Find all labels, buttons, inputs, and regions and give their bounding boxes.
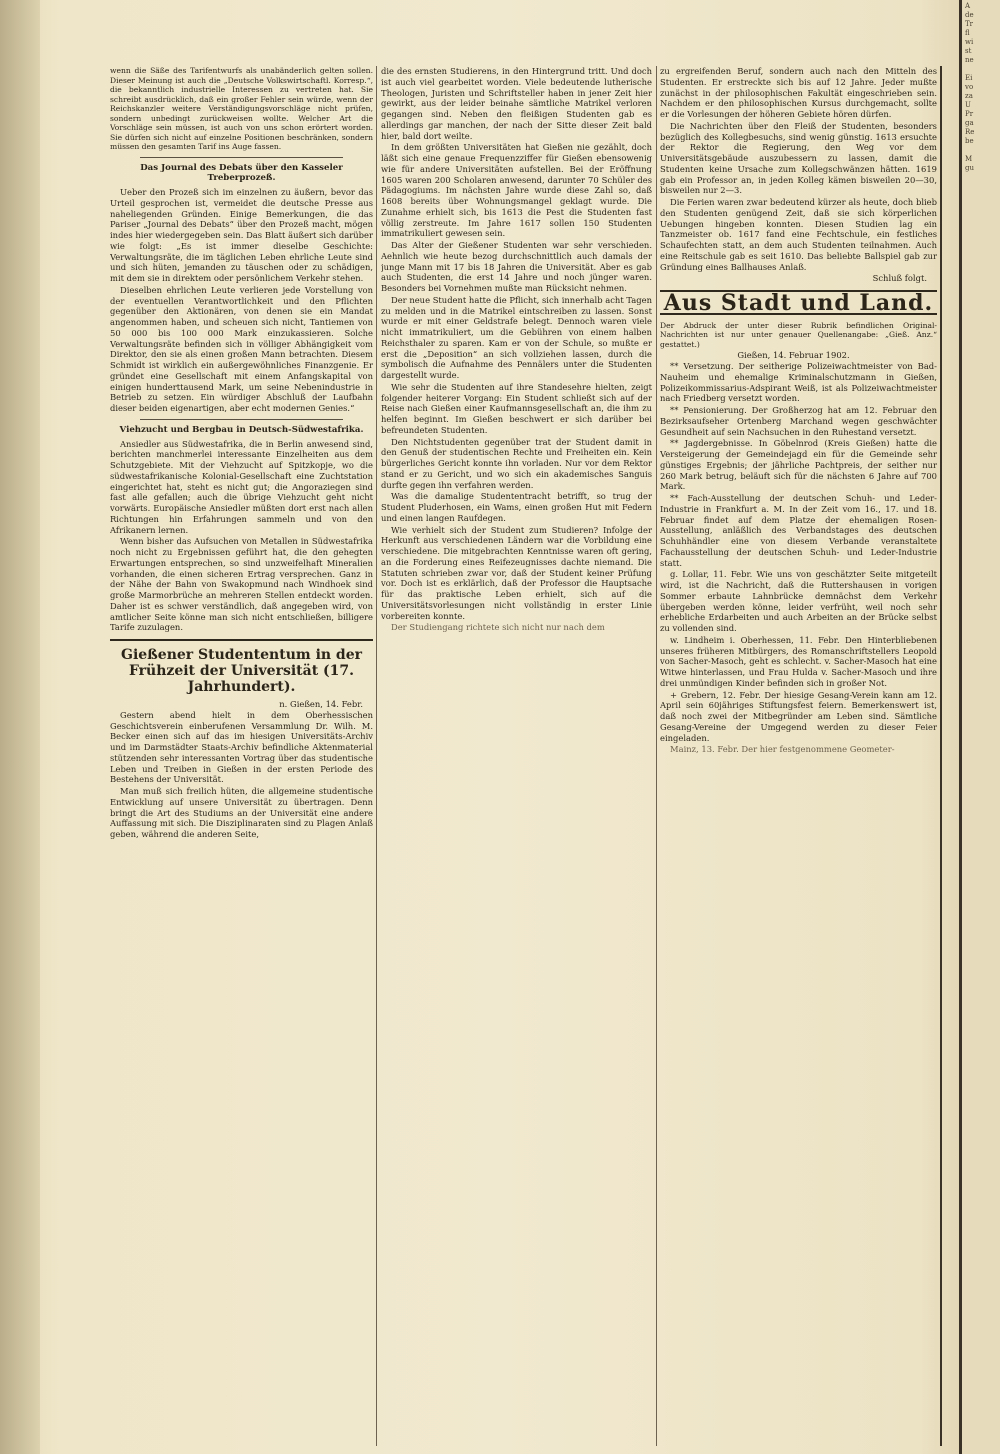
news-item: Mainz, 13. Febr. Der hier festgenommene Geometer- xyxy=(670,744,895,755)
article-text: Die Nachrichten über den Fleiß der Studenten, besonders bezüglich des Kollegbesuchs, sind wenig günstig. 1613 ersuchte der Rektor die Regierung, den Weg vor dem Universitätsgebäude auszubessern zu lassen, damit die Studenten keine Ursache zum Kollegschwänzen hätten. 1619 gab ein Professor an, in jeden Kolleg kämen bisweilen 20—30, bisweilen nur 2—3. xyxy=(660,120,937,196)
article-text: Ansiedler aus Südwestafrika, die in Berlin anwesend sind, berichten manchmerlei interessante Einzelheiten aus dem Schutzgebiete. Mit der Viehzucht auf Spitzkopje, wo die südwestafrikanische Kolonial-Gesellschaft eine Zuchtstation eingerichtet hat, steht es nicht gut; die Angoraziegen sind fast alle gefallen; auch die übrige Viehzucht geht nicht vorwärts. Europäische Ansiedler müßten dort erst nach allen Richtungen hin Erfahrungen sammeln und von den Afrikanern lernen. xyxy=(110,438,373,535)
adjacent-page-edge xyxy=(959,0,1000,1454)
article-heading: Gießener Studententum in der Frühzeit der Universität (17. Jahrhundert). xyxy=(120,647,363,695)
article-text: wenn die Säße des Tarifentwurfs als unabänderlich gelten sollen. Dieser Meinung ist auch die „Deutsche Volkswirtschaftl. Korresp.“, die bekanntlich industrielle Interessen zu vertreten hat. Sie schreibt ausdrücklich, daß ein großer Fehler sein würde, wenn der Reichskanzler weitere Verständigungsvorschläge nicht prüfen, sondern unbedingt zurückweisen wollte. Welcher Art die Vorschläge sein müssen, ist auch von uns schon erörtert worden. Sie dürfen sich nicht auf einzelne Positionen beschränken, sondern müssen den gesamten Tarif ins Auge fassen. xyxy=(110,66,373,151)
article-text: Der Studiengang richtete sich nicht nur nach dem xyxy=(391,622,605,633)
column-2 xyxy=(381,66,652,1446)
article-text: Den Nichtstudenten gegenüber trat der Student damit in den Genuß der studentischen Rechte und Freiheiten ein. Kein bürgerliches Gericht konnte ihn vorladen. Nur vor dem Rektor stand er zu Gericht, und wo sich ein akademisches Sanguis durfte gegen ihn verfahren werden. xyxy=(381,436,652,490)
divider xyxy=(110,639,373,641)
news-item: w. Lindheim i. Oberhessen, 11. Febr. Den Hinterbliebenen unseres früheren Mitbürgers, des Romanschriftstellers Leopold von Sacher-Masoch, geht es schlecht. v. Sacher-Masoch hat eine Witwe hinterlassen, und Frau Hulda v. Sacher-Masoch und ihre drei unmündigen Kinder befinden sich in großer Not. xyxy=(660,634,937,688)
article-heading: Das Journal des Debats über den Kasseler Treberprozeß. xyxy=(140,162,343,184)
dateline: n. Gießen, 14. Febr. xyxy=(279,699,363,709)
continuation-note: Schluß folgt. xyxy=(872,273,927,284)
article-text: Das Alter der Gießener Studenten war sehr verschieden. Aehnlich wie heute bezog durchschnittlich auch damals der junge Mann mit 17 bis 18 Jahren die Universität. Aber es gab auch Studenten, die erst 14 Jahre und noch jünger waren. Besonders bei Vornehmen mußte man Rücksicht nehmen. xyxy=(381,240,652,293)
page-binding xyxy=(0,0,40,1454)
article-text: zu ergreifenden Beruf, sondern auch nach den Mitteln des Studenten. Er erstreckte sich bis auf 12 Jahre. Jeder mußte zunächst in der philosophischen Fakultät eingeschrieben sein. Nachdem er den philosophischen Kursus durchgemacht, sollte er die Vorlesungen der höheren Gebiete hören dürfen. xyxy=(660,66,937,119)
news-item: ** Fach-Ausstellung der deutschen Schuh- und Leder-Industrie in Frankfurt a. M. In der Zeit vom 16., 17. und 18. Februar findet auf dem Platze der ehemaligen Rosen-Ausstellung, anläßlich des Verbandstages des deutschen Schuhhändler eine von diesem Verbande veranstaltete Fachausstellung der deutschen Schuh- und Leder-Industrie statt. xyxy=(660,493,937,568)
column-rule xyxy=(376,66,377,1446)
news-item: ** Pensionierung. Der Großherzog hat am 12. Februar den Bezirksaufseher Ortenberg Marchand wegen geschwächter Gesundheit auf sein Nachsuchen in den Ruhestand versetzt. xyxy=(660,405,937,437)
article-text: Was die damalige Studententracht betrifft, so trug der Student Pluderhosen, ein Wams, einen großen Hut mit Federn und einen langen Raufdegen. xyxy=(381,491,652,523)
article-text: Man muß sich freilich hüten, die allgemeine studentische Entwicklung auf unsere Universität zu übertragen. Denn bringt die Art des Studiums an der Universität eine andere Auffassung mit sich. Die Disziplinaraten sind zu Plagen Anlaß geben, während die anderen Seite, xyxy=(110,786,373,839)
article-text: Der neue Student hatte die Pflicht, sich innerhalb acht Tagen zu melden und in die Matrikel eintschreiben zu lassen. Sonst wurde er mit einer Geldstrafe belegt. Dennoch waren viele nicht immatrikuliert, um die Gebühren von einem halben Reichsthaler zu sparen. Kam er von der Schule, so mußte er erst die „Deposition“ an sich vollziehen lassen, durch die symbolisch die Aufnahme des Pennälers unter die Studenten dargestellt wurde. xyxy=(381,294,652,380)
article-text: Ueber den Prozeß sich im einzelnen zu äußern, bevor das Urteil gesprochen ist, vermeidet die deutsche Presse aus naheliegenden Gründen. Einige Bemerkungen, die das Pariser „Journal des Debats“ über den Prozeß macht, mögen indes hier wiedergegeben sein. Das Blatt äußert sich darüber wie folgt: „Es ist immer dieselbe Geschichte: Verwaltungsräte, die im täglichen Leben ehrliche Leute sind und sich hüten, jemanden zu täuschen oder zu schädigen, mit dem sie in direktem oder persönlichem Verkehr stehen. xyxy=(110,187,373,283)
article-text: Die Ferien waren zwar bedeutend kürzer als heute, doch blieb den Studenten genügend Zeit, daß sie sich körperlichen Uebungen hingeben konnten. Diesen Studien lag ein Tanzmeister ob. 1617 fand eine Fechtschule, ein festliches Schaufechten statt, an dem auch Studenten teilnahmen. Auch eine Reitschule gab es seit 1610. Das beliebte Ballspiel gab zur Gründung eines Ballhauses Anlaß. xyxy=(660,197,937,272)
article-text: Dieselben ehrlichen Leute verlieren jede Vorstellung von der eventuellen Verantwortlichkeit und den Pflichten gegenüber den Aktionären, von denen sie ein Mandat angenommen haben, und scheuen sich nicht, Tantiemen von 50 000 bis 100 000 Mark einzukassieren. Solche Verwaltungsräte befinden sich in völliger Abhängigkeit vom Direktor, den sie als einen großen Mann betrachten. Diesem Schmidt ist wirklich ein außergewöhnliches Finanzgenie. Er gründet eine Gesellschaft mit einem Anfangskapital von einigen hunderttausend Mark, um seine Nebenindustrie in Betrieb zu setzen. Ein würdiger Abschluß der Laufbahn dieser beiden eigenartigen, aber echt modernen Genies.“ xyxy=(110,284,373,413)
column-3 xyxy=(660,66,937,1446)
news-item: ** Versetzung. Der seitherige Polizeiwachtmeister von Bad-Nauheim und ehemalige Kriminalschutzmann in Gießen, Polizeikommissarius-Adspirant Weiß, ist als Polizeiwachtmeister nach Friedberg versetzt worden. xyxy=(660,361,937,404)
article-heading: Viehzucht und Bergbau in Deutsch-Südwestafrika. xyxy=(119,424,364,435)
dateline: Gießen, 14. Februar 1902. xyxy=(737,350,850,361)
article-text: Wie sehr die Studenten auf ihre Standesehre hielten, zeigt folgender heiterer Vorgang: Ein Student schließt sich auf der Reise nach Gießen einer Kaufmannsgesellschaft an, die ihm zu helfen beginnt. Im Gießen beschwert er sich darüber bei befreundeten Studenten. xyxy=(381,381,652,435)
column-rule xyxy=(656,66,657,1446)
divider xyxy=(140,157,343,158)
column-1 xyxy=(110,66,373,1446)
section-masthead: Aus Stadt und Land. xyxy=(663,290,934,316)
article-text: Wie verhielt sich der Student zum Studieren? Infolge der Herkunft aus verschiedenen Ländern war die Vorbildung eine verschiedene. Die mitgebrachten Kenntnisse waren oft gering, an die Forderung eines Reifezeugnisses dachte niemand. Die Statuten schrieben zwar vor, daß der Student keiner Prüfung vor. Doch ist es erklärlich, daß der Professor die Hauptsache für das praktische Leben erhielt, sich auf die Universitätsvorlesungen nicht vollständig in erster Linie vorbereiten konnte. xyxy=(381,524,652,621)
page-edge-rule xyxy=(940,66,942,1446)
article-text: Wenn bisher das Aufsuchen von Metallen in Südwestafrika noch nicht zu Ergebnissen geführt hat, die den gehegten Erwartungen entsprechen, so sind unzweifelhaft Mineralien vorhanden, die einen sicheren Ertrag versprechen. Ganz in der Nähe der Bahn von Swakopmund nach Windhoek sind große Marmorbrüche an mehreren Stellen entdeckt worden. Daher ist es schwer verständlich, daß angegeben wird, von amtlicher Seite könne man sich nicht entschließen, billigere Tarife zuzulagen. xyxy=(110,536,373,633)
adjacent-page-text: A de Tr fl wi st ne Ei vo za U Pr ga Re be M gu xyxy=(965,2,975,172)
news-item: ** Jagdergebnisse. In Göbelnrod (Kreis Gießen) hatte die Versteigerung der Gemeindejagd ein für die Gemeinde sehr günstiges Ergebnis; der jährliche Pachtpreis, der seither nur 260 Mark betrug, beläuft sich für die nächsten 6 Jahre auf 700 Mark. xyxy=(660,438,937,492)
article-text: In dem größten Universitäten hat Gießen nie gezählt, doch läßt sich eine genaue Frequenzziffer für Gießen ebensowenig wie für andere Universitäten aufstellen. Bei der Eröffnung 1605 waren 200 Scholaren anwesend, darunter 70 Schüler des Pädagogiums. Im nächsten Jahre wurde diese Zahl so, daß 1608 bereits über Wohnungsmangel geklagt wurde. Die Zunahme erhielt sich, bis 1613 die Pest die Studenten fast völlig zerstreute. Im Jahre 1617 sollen 150 Studenten immatrikuliert gewesen sein. xyxy=(381,142,652,239)
section-note: Der Abdruck der unter dieser Rubrik befindlichen Original-Nachrichten ist nur unter genauer Quellenangabe: „Gieß. Anz.“ gestattet.) xyxy=(660,320,937,349)
article-text: Gestern abend hielt in dem Oberhessischen Geschichtsverein einberufenen Versammlung Dr. Wilh. M. Becker einen sich auf das im hiesigen Universitäts-Archiv und im Darmstädter Staats-Archiv befindliche Aktenmaterial stützenden sehr interessanten Vortrag über das studentische Leben und Treiben in Gießen in der ersten Periode des Bestehens der Universität. xyxy=(110,709,373,785)
divider xyxy=(140,419,343,420)
news-item: g. Lollar, 11. Febr. Wie uns von geschätzter Seite mitgeteilt wird, ist die Nachricht, daß die Ruttershausen in vorigen Sommer erbaute Lahnbrücke demnächst dem Verkehr übergeben werden könne, leider verfrüht, weil noch sehr erhebliche Erdarbeiten und auch Arbeiten an der Brücke selbst zu vollenden sind. xyxy=(660,569,937,633)
article-text: die des ernsten Studierens, in den Hintergrund tritt. Und doch ist auch viel gearbeitet worden. Viele bedeutende lutherische Theologen, Juristen und Schriftsteller haben in jener Zeit hier gewirkt, aus der leider beinahe sämtliche Matrikel verloren gegangen sind. Neben den fleißigen Studenten gab es allerdings gar manchen, der nach der Sitte dieser Zeit bald hier, bald dort weilte. xyxy=(381,66,652,141)
news-item: + Grebern, 12. Febr. Der hiesige Gesang-Verein kann am 12. April sein 60jähriges Stiftungsfest feiern. Bemerkenswert ist, daß noch zwei der Mitbegründer am Leben sind. Sämtliche Gesang-Vereine der Umgegend werden zu dieser Feier eingeladen. xyxy=(660,689,937,743)
